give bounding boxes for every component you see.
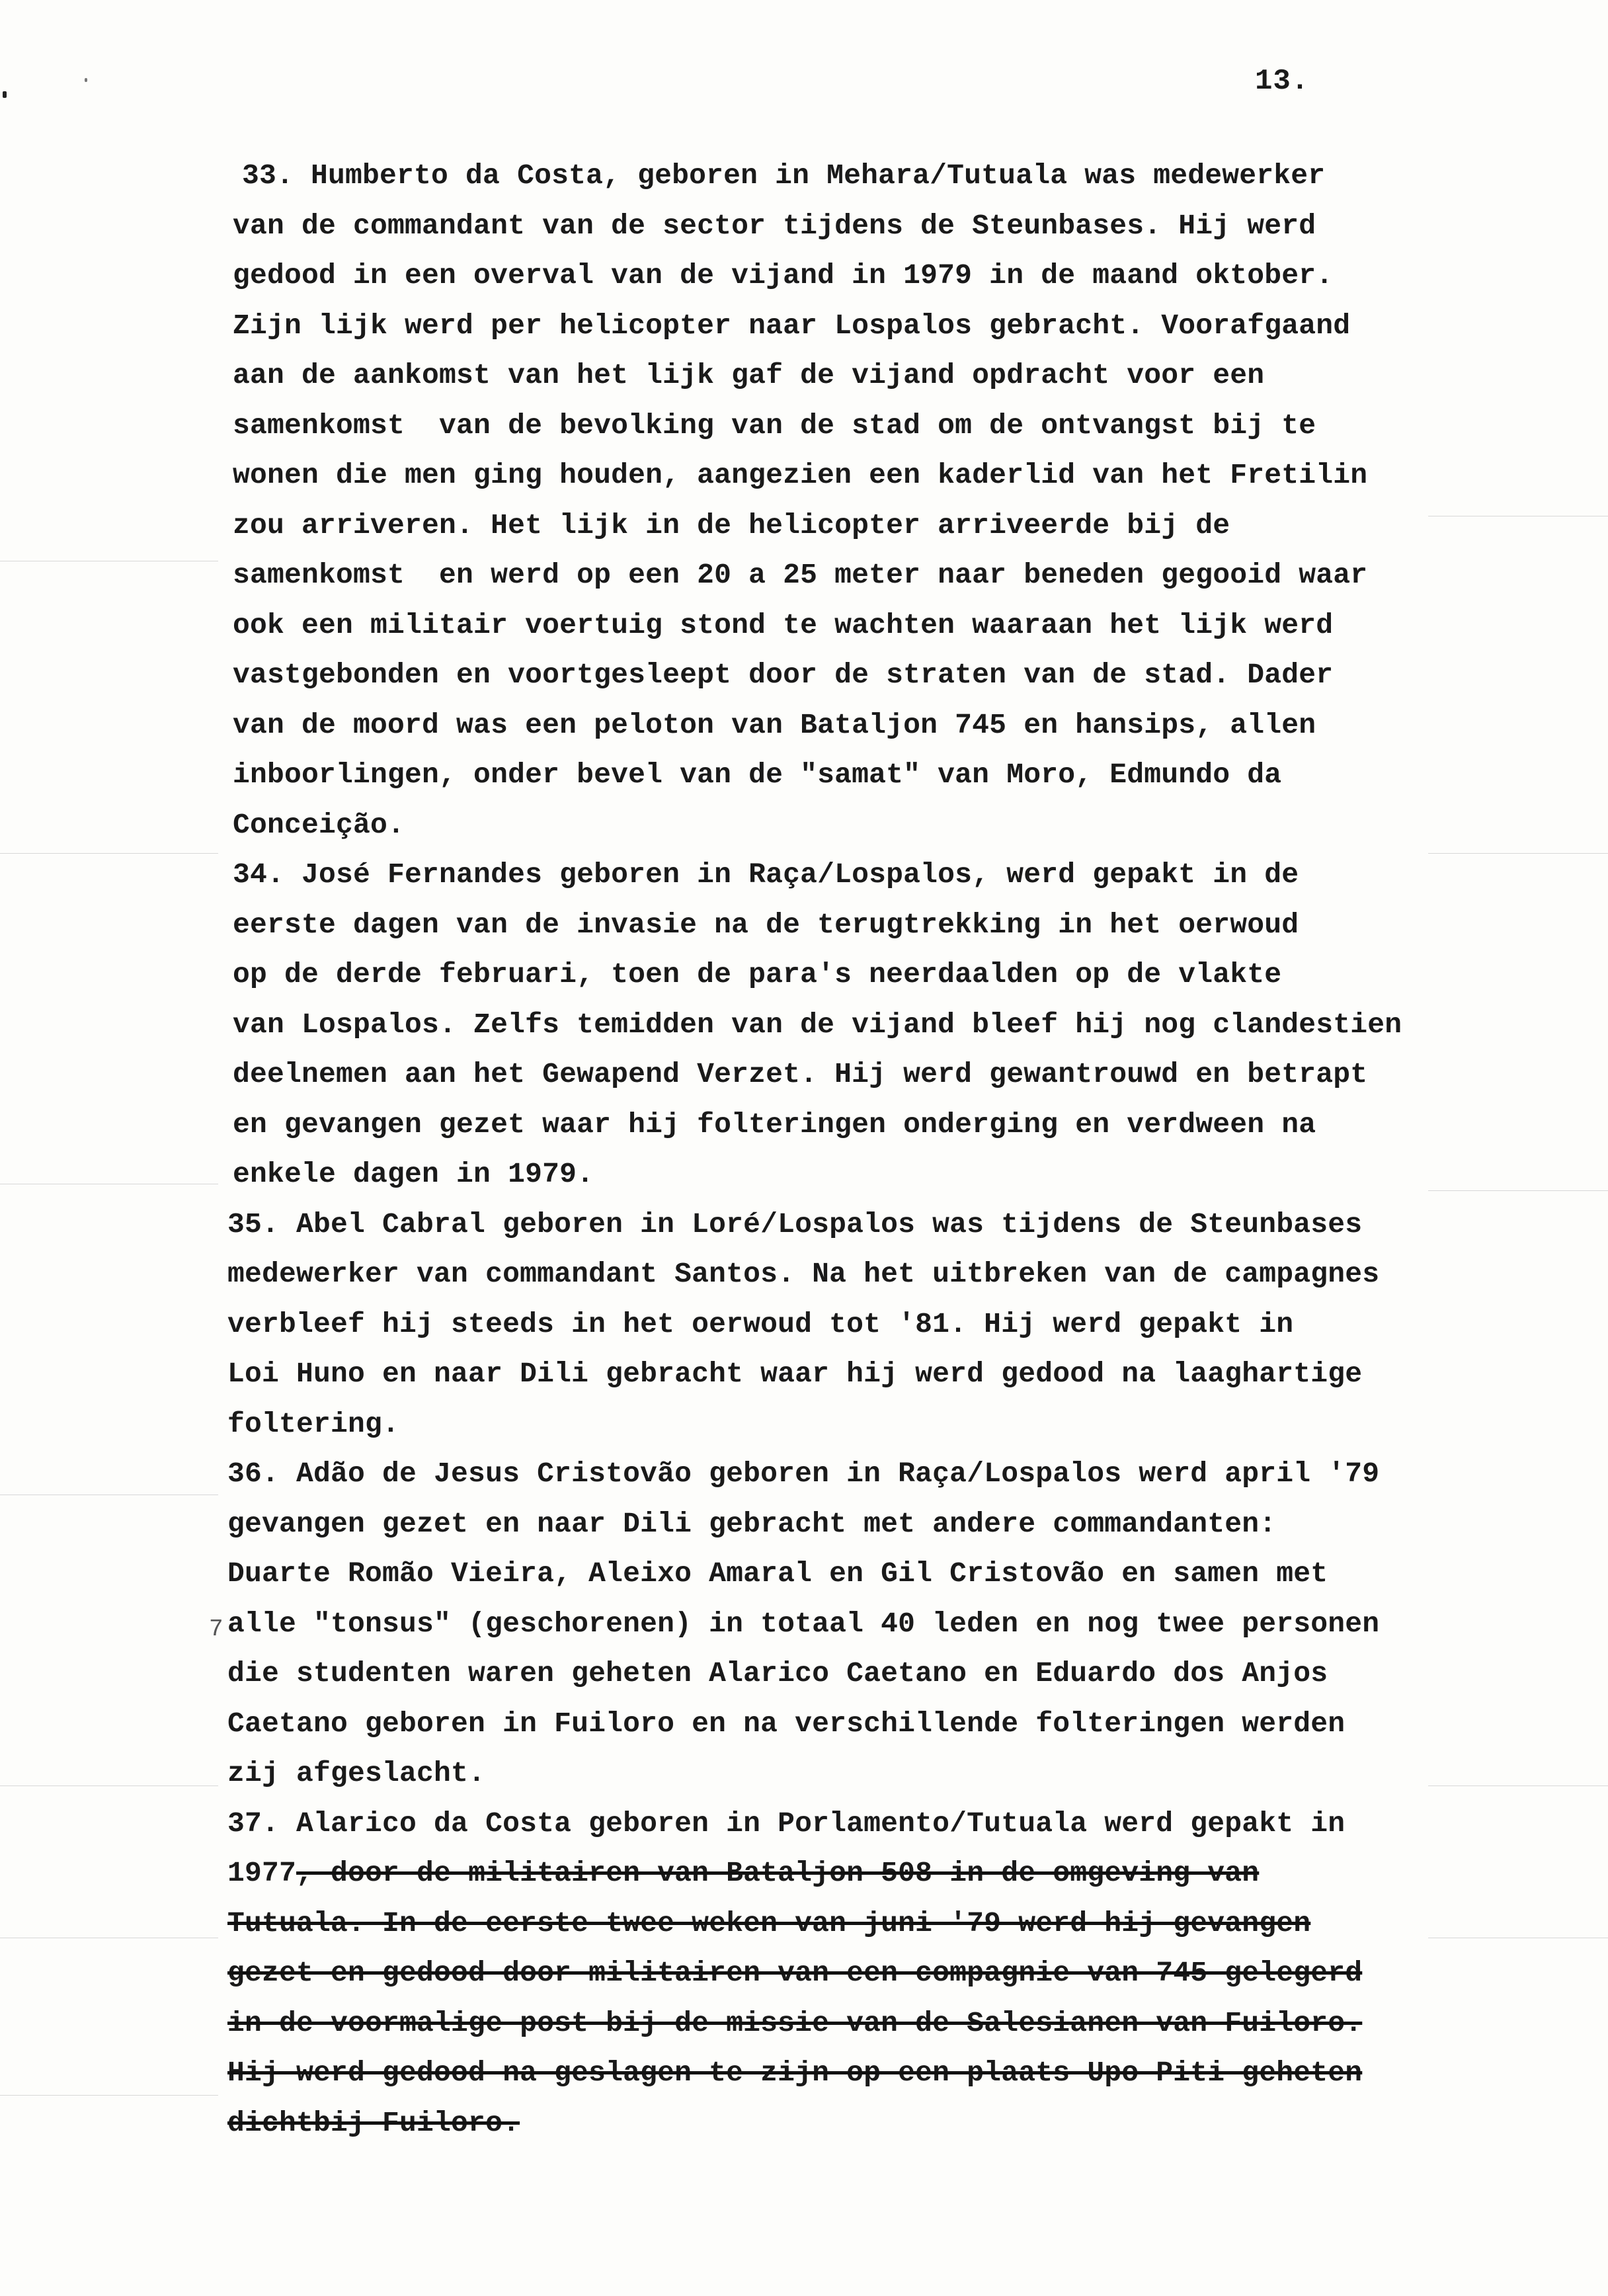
text-line: en gevangen gezet waar hij folteringen onderging en verdween na xyxy=(233,1108,1316,1141)
struck-text: , door de militairen van Bataljon 508 in de omgeving van xyxy=(296,1857,1260,1889)
text-line: 36. Adão de Jesus Cristovão geboren in Raça/Lospalos werd april '79 xyxy=(227,1457,1380,1490)
text-line: verbleef hij steeds in het oerwoud tot '81. Hij werd gepakt in xyxy=(227,1307,1294,1340)
text-line: ook een militair voertuig stond te wachten waaraan het lijk werd xyxy=(233,608,1334,641)
text-line: vastgebonden en voortgesleept door de straten van de stad. Dader xyxy=(233,659,1334,691)
paragraph-34 xyxy=(233,850,1522,1200)
text-line: 37. Alarico da Costa geboren in Porlamento/Tutuala werd gepakt in xyxy=(227,1807,1346,1840)
struck-line: dichtbij Fuiloro. xyxy=(227,2106,520,2139)
paragraph-36 xyxy=(227,1449,1522,1799)
scan-rule xyxy=(0,1785,218,1786)
text-line: aan de aankomst van het lijk gaf de vijand opdracht voor een xyxy=(233,359,1265,391)
text-line: Conceição. xyxy=(233,808,405,841)
text-line: samenkomst en werd op een 20 a 25 meter naar beneden gegooid waar xyxy=(233,559,1368,591)
text-line: op de derde februari, toen de para's neerdaalden op de vlakte xyxy=(233,958,1282,991)
text-line: die studenten waren geheten Alarico Caetano en Eduardo dos Anjos xyxy=(227,1657,1328,1690)
text-line: Zijn lijk werd per helicopter naar Lospalos gebracht. Voorafgaand xyxy=(233,309,1351,342)
text-line: 33. Humberto da Costa, geboren in Mehara/Tutuala was medewerker xyxy=(242,159,1326,192)
page-number: 13. xyxy=(1255,65,1310,98)
struck-line: Tutuala. In de eerste twee weken van juni '79 werd hij gevangen xyxy=(227,1906,1311,1940)
scan-speck xyxy=(85,78,87,82)
struck-line: gezet en gedood door militairen van een compagnie van 745 gelegerd xyxy=(227,1957,1363,1989)
text-line: zou arriveren. Het lijk in de helicopter arriveerde bij de xyxy=(233,509,1230,542)
text-line: enkele dagen in 1979. xyxy=(233,1158,594,1190)
text-line: wonen die men ging houden, aangezien een kaderlid van het Fretilin xyxy=(233,459,1368,491)
text-line: van Lospalos. Zelfs temidden van de vijand bleef hij nog clandestien xyxy=(233,1008,1402,1041)
paragraph-33 xyxy=(233,151,1522,850)
text-line: alle "tonsus" (geschorenen) in totaal 40 leden en nog twee personen xyxy=(227,1607,1380,1640)
text-line: zij afgeslacht. xyxy=(227,1757,486,1789)
struck-line: in de voormalige post bij de missie van de Salesianen van Fuiloro. xyxy=(227,2006,1363,2039)
kept-text: 1977 xyxy=(227,1857,297,1889)
text-line: Duarte Romão Vieira, Aleixo Amaral en Gil Cristovão en samen met xyxy=(227,1557,1328,1590)
text-line: medewerker van commandant Santos. Na het uitbreken van de campagnes xyxy=(227,1258,1380,1290)
text-line-mixed xyxy=(227,1848,1522,1899)
text-line: gevangen gezet en naar Dili gebracht met andere commandanten: xyxy=(227,1507,1277,1540)
text-line: deelnemen aan het Gewapend Verzet. Hij werd gewantrouwd en betrapt xyxy=(233,1058,1368,1090)
text-line: foltering. xyxy=(227,1407,400,1440)
text-line: eerste dagen van de invasie na de terugtrekking in het oerwoud xyxy=(233,908,1299,941)
text-line: Loi Huno en naar Dili gebracht waar hij werd gedood na laaghartige xyxy=(227,1358,1363,1390)
text-line: Caetano geboren in Fuiloro en na verschillende folteringen werden xyxy=(227,1707,1346,1740)
paragraph-35 xyxy=(227,1200,1522,1450)
text-line: 35. Abel Cabral geboren in Loré/Lospalos was tijdens de Steunbases xyxy=(227,1208,1363,1241)
text-line: samenkomst van de bevolking van de stad om de ontvangst bij te xyxy=(233,409,1316,442)
struck-line: Hij werd gedood na geslagen te zijn op een plaats Upo Piti geheten xyxy=(227,2057,1363,2089)
text-line: 34. José Fernandes geboren in Raça/Lospalos, werd gepakt in de xyxy=(233,858,1299,891)
paragraph-37 xyxy=(227,1799,1522,2149)
text-line: gedood in een overval van de vijand in 1979 in de maand oktober. xyxy=(233,259,1334,292)
scan-rule xyxy=(0,2095,218,2096)
text-line: van de moord was een peloton van Bataljon 745 en hansips, allen xyxy=(233,708,1316,741)
margin-note: 7 xyxy=(209,1616,223,1643)
text-line: inboorlingen, onder bevel van de "samat" van Moro, Edmundo da xyxy=(233,758,1282,791)
text-line: van de commandant van de sector tijdens de Steunbases. Hij werd xyxy=(233,209,1316,242)
body-text xyxy=(227,151,1522,2148)
scan-speck xyxy=(3,91,7,98)
scan-rule xyxy=(0,853,218,854)
